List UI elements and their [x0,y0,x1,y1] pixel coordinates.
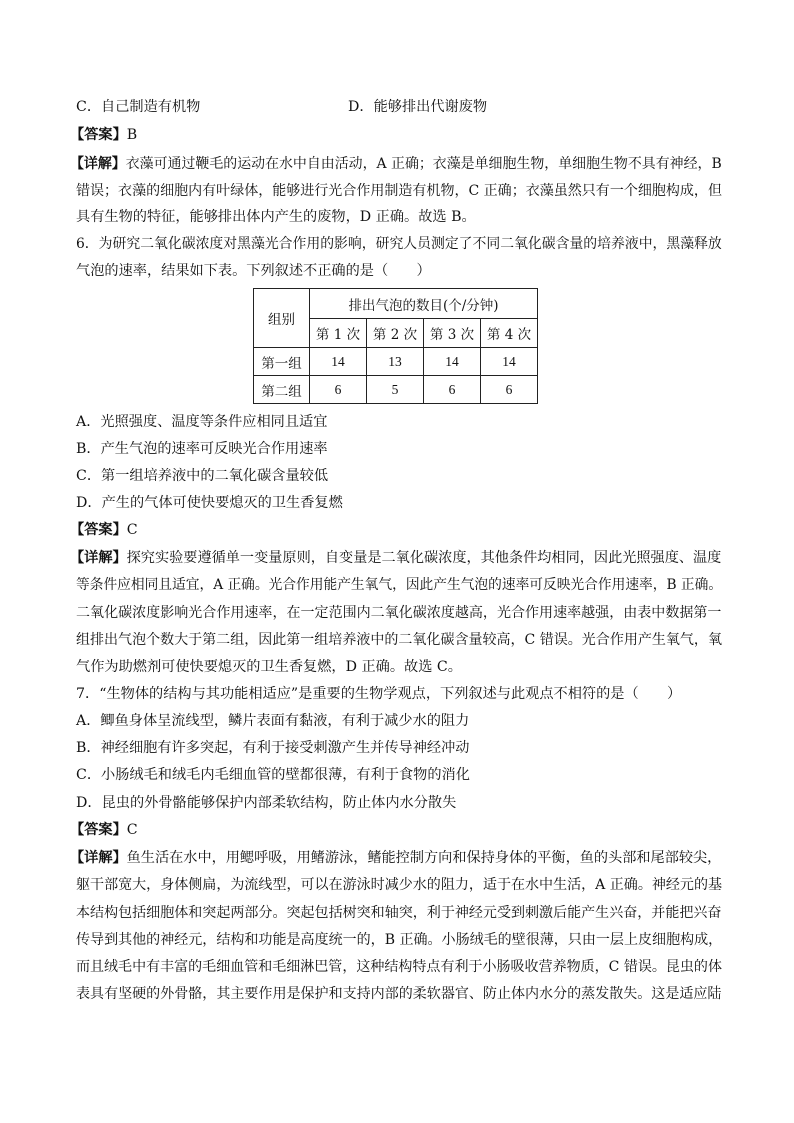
detail-label: 【详解】 [70,550,127,566]
table-cell: 6 [481,376,538,404]
q7-option-c: C．小肠绒毛和绒毛内毛细血管的壁都很薄，有利于食物的消化 [76,767,470,783]
q7-option-b: B．神经细胞有许多突起，有利于接受刺激产生并传导神经冲动 [76,740,470,756]
answer-value: C [126,522,138,538]
table-cell: 6 [310,376,367,404]
q6-option-c: C．第一组培养液中的二氧化碳含量较低 [76,468,329,484]
answer-label: 【答案】 [70,522,127,538]
q5-option-c: C．自己制造有机物 [76,99,201,115]
q7-option-a: A．鲫鱼身体呈流线型，鳞片表面有黏液，有利于减少水的阻力 [76,713,470,729]
q6-detail-line: 气作为助燃剂可使快要熄灭的卫生香复燃，D 正确。故选 C。 [76,659,462,675]
q7-detail-line [70,847,721,867]
q6-detail-line: 二氧化碳浓度影响光合作用速率，在一定范围内二氧化碳浓度越高，光合作用速率越强，由表中数据第一 [76,605,722,621]
answer-label: 【答案】 [70,127,127,143]
q5-detail-line: 错误；衣藻的细胞内有叶绿体，能够进行光合作用制造有机物，C 正确；衣藻虽然只有一个细胞构成，但 [76,183,722,199]
q7-detail-line: 表具有坚硬的外骨骼，其主要作用是保护和支持内部的柔软器官、防止体内水分的蒸发散失。这是适应陆 [76,986,722,1002]
q6-option-a: A．光照强度、温度等条件应相同且适宜 [76,414,328,430]
q5-option-d: D．能够排出代谢废物 [348,99,488,115]
q7-option-d: D．昆虫的外骨骼能够保护内部柔软结构，防止体内水分散失 [76,795,457,811]
detail-text: 鱼生活在水中，用鳃呼吸，用鳍游泳，鳍能控制方向和保持身体的平衡，鱼的头部和尾部较尖， [126,850,722,866]
table-cell: 6 [424,376,481,404]
q6-option-d: D．产生的气体可使快要熄灭的卫生香复燃 [76,495,343,511]
q5-detail-line [70,153,722,173]
detail-text: 探究实验要遵循单一变量原则，自变量是二氧化碳浓度，其他条件均相同，因此光照强度、温度 [126,550,722,566]
answer-value: B [126,127,138,143]
table-cell: 5 [367,376,424,404]
q7-detail-line: 传导到其他的神经元，结构和功能是高度统一的，B 正确。小肠绒毛的壁很薄，只由一层上皮细胞构成， [76,932,723,948]
q5-detail-line: 具有生物的特征，能够排出体内产生的废物，D 正确。故选 B。 [76,209,476,225]
q7-stem: 7．“生物体的结构与其功能相适应”是重要的生物学观点，下列叙述与此观点不相符的是（ ） [76,686,682,702]
detail-text: 衣藻可通过鞭毛的运动在水中自由活动，A 正确；衣藻是单细胞生物，单细胞生物不具有神经，B [125,156,722,172]
answer-value: C [126,822,138,838]
table-row-label: 第一组 [254,348,310,376]
q6-detail-line: 组排出气泡个数大于第二组，因此第一组培养液中的二氧化碳含量较高，C 错误。光合作用产生氧气，氧 [76,632,722,648]
table-column-header: 第 3 次 [424,319,481,348]
q6-detail-line [70,547,721,567]
answer-label: 【答案】 [70,822,127,838]
q7-detail-line: 而且绒毛中有丰富的毛细血管和毛细淋巴管，这种结构特点有利于小肠吸收营养物质，C 错误。昆虫的体 [76,959,722,975]
q7-detail-line: 本结构包括细胞体和突起两部分。突起包括树突和轴突，利于神经元受到刺激后能产生兴奋，并能把兴奋 [76,905,722,921]
table-column-header: 第 1 次 [310,319,367,348]
table-header-group: 组别 [254,289,310,348]
q6-stem-line: 气泡的速率，结果如下表。下列叙述不正确的是（ ） [76,263,431,279]
q7-answer [70,819,138,839]
q6-stem-line: 6．为研究二氧化碳浓度对黑藻光合作用的影响，研究人员测定了不同二氧化碳含量的培养液中，黑藻释放 [76,236,722,252]
q6-data-table [253,288,538,404]
table-cell: 14 [424,348,481,376]
q6-option-b: B．产生气泡的速率可反映光合作用速率 [76,441,328,457]
table-row [254,376,538,404]
table-column-header: 第 4 次 [481,319,538,348]
detail-label: 【详解】 [70,156,126,172]
q5-answer [70,124,137,144]
q7-detail-line: 躯干部宽大，身体侧扁，为流线型，可以在游泳时减少水的阻力，适于在水中生活，A 正确。神经元的基 [76,877,723,893]
table-cell: 14 [481,348,538,376]
table-row [254,348,538,376]
q6-detail-line: 等条件应相同且适宜，A 正确。光合作用能产生氧气，因此产生气泡的速率可反映光合作用速率，B 正确。 [76,577,723,593]
detail-label: 【详解】 [70,850,127,866]
table-header-span: 排出气泡的数目(个/分钟) [310,289,538,319]
table-row-label: 第二组 [254,376,310,404]
table-column-header: 第 2 次 [367,319,424,348]
q6-answer [70,519,138,539]
table-cell: 14 [310,348,367,376]
table-cell: 13 [367,348,424,376]
